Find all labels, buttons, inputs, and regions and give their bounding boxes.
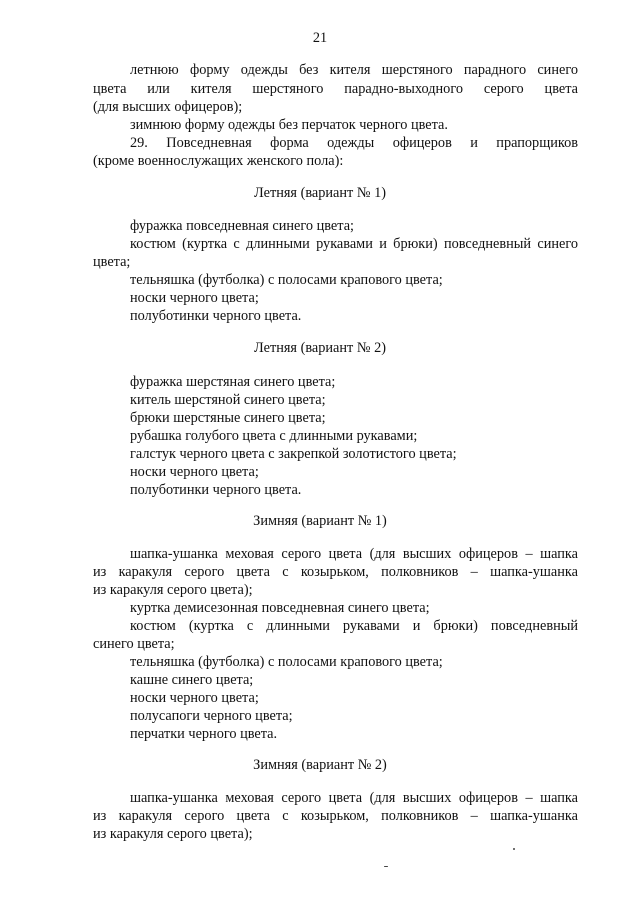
text-line: из каракуля серого цвета); xyxy=(93,826,253,842)
text-line: костюм (куртка с длинными рукавами и брюки) повседневный xyxy=(130,618,578,634)
text-line: из каракуля серого цвета с козырьком, полковников – шапка-ушанка xyxy=(93,808,578,824)
text-line: галстук черного цвета с закрепкой золотистого цвета; xyxy=(130,446,457,462)
text-line: цвета; xyxy=(93,254,131,270)
text-line: (для высших офицеров); xyxy=(93,99,243,115)
text-line: перчатки черного цвета. xyxy=(130,726,278,742)
text-line: китель шерстяной синего цвета; xyxy=(130,392,326,408)
text-line: полуботинки черного цвета. xyxy=(130,482,302,498)
text-line: из каракуля серого цвета); xyxy=(93,582,253,598)
text-line: синего цвета; xyxy=(93,636,175,652)
text-line: из каракуля серого цвета с козырьком, полковников – шапка-ушанка xyxy=(93,564,578,580)
text-line: фуражка шерстяная синего цвета; xyxy=(130,374,336,390)
text-line: (кроме военнослужащих женского пола): xyxy=(93,153,344,169)
text-line: тельняшка (футболка) с полосами крапового цвета; xyxy=(130,654,443,670)
text-line: носки черного цвета; xyxy=(130,690,259,706)
section-heading: Зимняя (вариант № 1) xyxy=(253,513,387,529)
text-line: 29. Повседневная форма одежды офицеров и прапорщиков xyxy=(130,135,578,151)
text-line: фуражка повседневная синего цвета; xyxy=(130,218,355,234)
text-line: полуботинки черного цвета. xyxy=(130,308,302,324)
text-line: рубашка голубого цвета с длинными рукавами; xyxy=(130,428,418,444)
text-line: куртка демисезонная повседневная синего цвета; xyxy=(130,600,430,616)
text-line: кашне синего цвета; xyxy=(130,672,254,688)
section-heading: Летняя (вариант № 1) xyxy=(254,185,386,201)
text-line: летнюю форму одежды без кителя шерстяного парадного синего xyxy=(130,62,578,78)
text-line: носки черного цвета; xyxy=(130,290,259,306)
scan-speck xyxy=(513,848,515,850)
text-line: зимнюю форму одежды без перчаток черного цвета. xyxy=(130,117,448,133)
text-line: цвета или кителя шерстяного парадно-выходного серого цвета xyxy=(93,81,578,97)
section-heading: Зимняя (вариант № 2) xyxy=(253,757,387,773)
text-line: брюки шерстяные синего цвета; xyxy=(130,410,326,426)
scan-speck xyxy=(384,866,388,867)
page-number: 21 xyxy=(312,30,328,46)
text-line: тельняшка (футболка) с полосами крапового цвета; xyxy=(130,272,443,288)
text-line: шапка-ушанка меховая серого цвета (для высших офицеров – шапка xyxy=(130,546,578,562)
text-line: полусапоги черного цвета; xyxy=(130,708,293,724)
text-line: костюм (куртка с длинными рукавами и брюки) повседневный синего xyxy=(130,236,578,252)
text-line: шапка-ушанка меховая серого цвета (для высших офицеров – шапка xyxy=(130,790,578,806)
text-line: носки черного цвета; xyxy=(130,464,259,480)
section-heading: Летняя (вариант № 2) xyxy=(254,340,386,356)
